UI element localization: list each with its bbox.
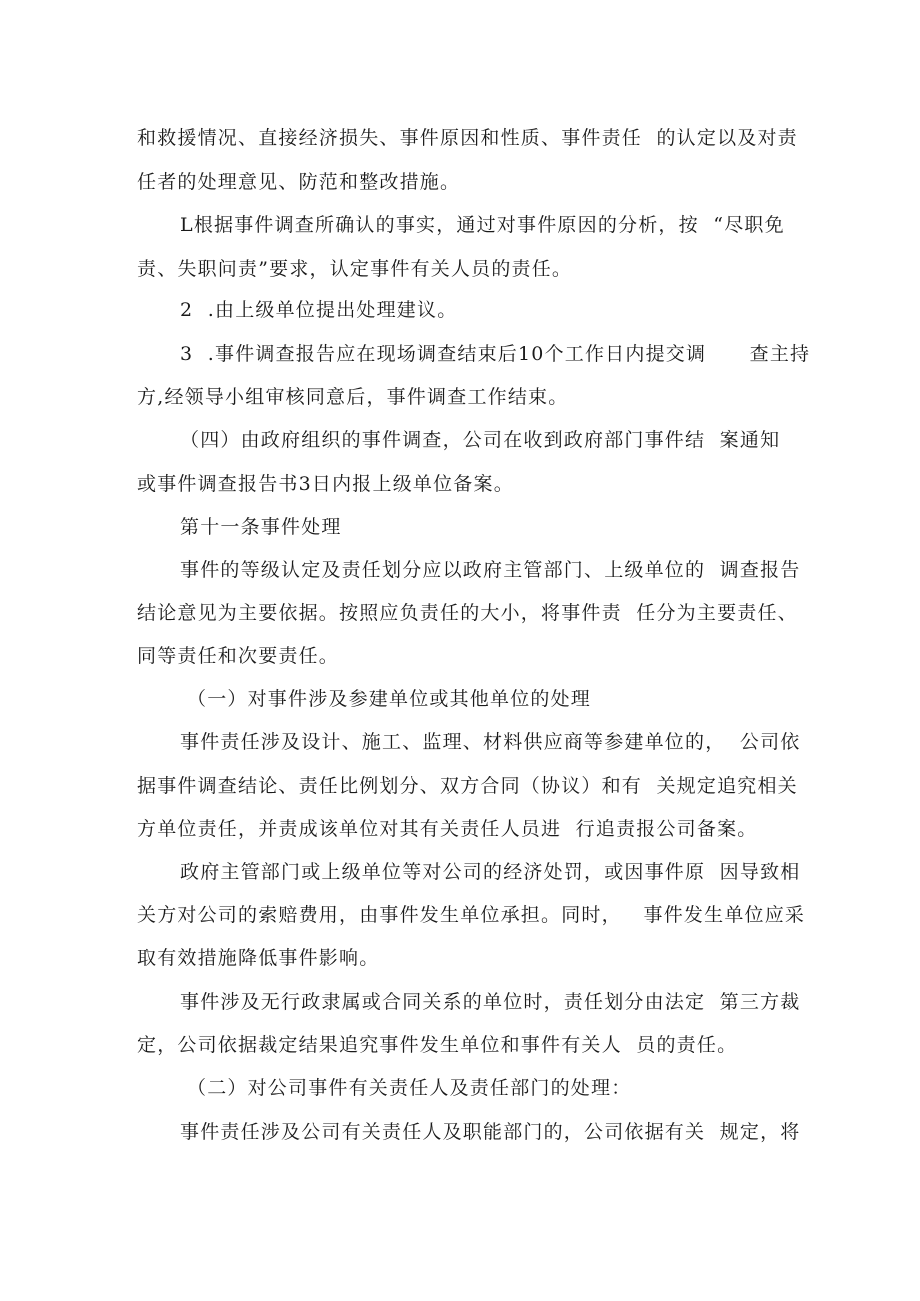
text-line: （四）由政府组织的事件调查，公司在收到政府部门事件结 案通知 [180,429,781,451]
text-line: L根据事件调查所确认的事实，通过对事件原因的分析，按 “尽职免 [180,214,785,236]
text-line: 方,经领导小组审核同意后，事件调查工作结束。 [137,386,569,408]
text-line: 事件责任涉及公司有关责任人及职能部门的，公司依据有关 规定，将 [180,1121,801,1143]
text-line: 关方对公司的索赔费用，由事件发生单位承担。同时， 事件发生单位应采 [137,904,806,926]
text-line: 同等责任和次要责任。 [137,645,340,667]
text-line: 3 .事件调查报告应在现场调查结束后10个工作日内提交调 查主持 [180,343,811,365]
text-line: 政府主管部门或上级单位等对公司的经济处罚，或因事件原 因导致相 [180,861,801,883]
subsection-heading: （二）对公司事件有关责任人及责任部门的处理： [187,1077,632,1099]
text-line: 事件责任涉及设计、施工、监理、材料供应商等参建单位的， 公司依 [180,731,801,753]
text-line: 事件涉及无行政隶属或合同关系的单位时，责任划分由法定 第三方裁 [180,991,801,1013]
text-line: 据事件调查结论、责任比例划分、双方合同（协议）和有 关规定追究相关 [137,775,798,797]
text-line: 方单位责任，并责成该单位对其有关责任人员进 行追责报公司备案。 [137,818,758,840]
text-line: 责、失职问责”要求，认定事件有关人员的责任。 [137,258,573,280]
text-line: 取有效措施降低事件影响。 [137,947,380,969]
subsection-heading: （一）对事件涉及参建单位或其他单位的处理 [187,688,592,710]
text-line: 事件的等级认定及责任划分应以政府主管部门、上级单位的 调查报告 [180,559,801,581]
text-line: 或事件调查报告书3日内报上级单位备案。 [137,473,514,495]
text-line: 结论意见为主要依据。按照应负责任的大小，将事件责 任分为主要责任、 [137,602,798,624]
section-heading: 第十一条事件处理 [180,516,342,538]
text-line: 任者的处理意见、防范和整改措施。 [137,171,461,193]
text-line: 2 .由上级单位提出处理建议。 [180,299,458,321]
text-line: 定，公司依据裁定结果追究事件发生单位和事件有关人 员的责任。 [137,1034,738,1056]
text-line: 和救援情况、直接经济损失、事件原因和性质、事件责任 的认定以及对责 [137,127,798,149]
